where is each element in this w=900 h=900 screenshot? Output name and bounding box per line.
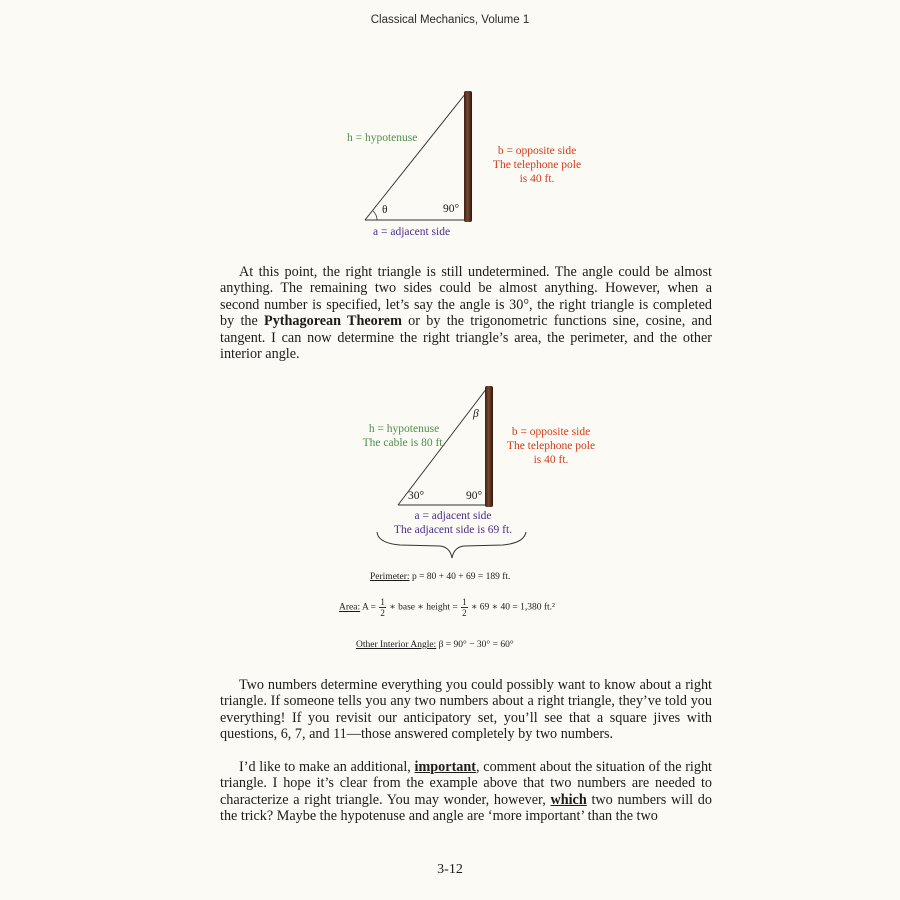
page-number: 3-12	[437, 862, 463, 877]
paragraph1-text-a: At this point, the right triangle is still undetermined. The angle could be almost anything. The remaining two sides could be almost anything. However, when a second number is specified, let’s say the angle is 30°, the right triangle is completed by the	[220, 264, 712, 330]
paragraph3-text-b: , comment about the situation of the right triangle. I hope it’s clear from the example above that two numbers are needed to characterize a right triangle. You may wonder, however,	[220, 759, 713, 808]
interior-angle-formula: β = 90° − 30° = 60°	[438, 640, 514, 650]
area-prefix: A =	[361, 602, 377, 613]
paragraph-two-numbers: Two numbers determine everything you could possibly want to know about a right triangle. If someone tells you any two numbers about a right triangle, they’ve told you everything! If you revisit our anticipatory set, you’ll see that a square jives with questions, 6, 7, and 11—those answered completely by two numbers.	[220, 677, 712, 743]
telephone-pole	[485, 386, 493, 507]
paragraph-important-comment	[220, 759, 712, 825]
which-term: which	[550, 791, 587, 808]
paragraph-undetermined	[220, 264, 712, 362]
perimeter-calculation	[370, 572, 510, 582]
pythagorean-theorem-term: Pythagorean Theorem	[264, 313, 402, 330]
area-calculation	[339, 597, 555, 618]
interior-angle-label: Other Interior Angle:	[356, 640, 437, 650]
opposite-label-line2: The telephone pole	[506, 440, 596, 452]
beta-label: β	[473, 408, 479, 420]
fraction-one-half-b	[461, 597, 468, 618]
fraction-one-half-a	[379, 597, 386, 618]
hypotenuse-label-line2: The cable is 80 ft.	[362, 437, 446, 449]
fraction-numerator: 1	[462, 597, 467, 607]
opposite-label-line1: b = opposite side	[511, 426, 591, 438]
figure-triangle-2	[340, 380, 600, 565]
fraction-denominator: 2	[380, 608, 385, 618]
area-label: Area:	[339, 602, 361, 613]
angle-30-label: 30°	[408, 490, 425, 502]
perimeter-label: Perimeter:	[370, 572, 410, 582]
hypotenuse-label: h = hypotenuse	[347, 132, 418, 144]
opposite-label-line1: b = opposite side	[497, 145, 577, 157]
adjacent-label-line2: The adjacent side is 69 ft.	[393, 524, 513, 536]
triangle-2-diagram	[340, 380, 600, 565]
opposite-label-line3: is 40 ft.	[519, 173, 555, 185]
theta-label: θ	[382, 204, 388, 216]
opposite-label-line3: is 40 ft.	[533, 454, 569, 466]
fraction-denominator: 2	[462, 608, 467, 618]
adjacent-label: a = adjacent side	[373, 226, 451, 238]
hypotenuse-label-line1: h = hypotenuse	[368, 423, 440, 435]
interior-angle-calculation	[356, 640, 514, 650]
area-middle: ∗ base ∗ height =	[389, 602, 458, 613]
theta-arc	[373, 211, 377, 220]
opposite-label-line2: The telephone pole	[492, 159, 582, 171]
important-term: important	[414, 759, 477, 775]
right-angle-label: 90°	[466, 490, 483, 502]
adjacent-label-line1: a = adjacent side	[414, 510, 492, 522]
area-result: ∗ 69 ∗ 40 = 1,380 ft.²	[470, 602, 555, 613]
telephone-pole	[464, 91, 472, 222]
paragraph1-text-b: or by the trigonometric functions sine, cosine, and tangent. I can now determine the right triangle’s area, the perimeter, and the other interior angle.	[220, 313, 712, 363]
perimeter-formula: p = 80 + 40 + 69 = 189 ft.	[411, 572, 511, 582]
fraction-numerator: 1	[380, 597, 385, 607]
running-header: Classical Mechanics, Volume 1	[370, 14, 530, 26]
right-angle-label: 90°	[443, 203, 460, 215]
paragraph3-text-a: I’d like to make an additional,	[239, 759, 415, 775]
figure-triangle-1	[340, 85, 600, 245]
paragraph3-text-c: two numbers will do the trick? Maybe the hypotenuse and angle are ‘more important’ than the two	[220, 791, 712, 825]
hypotenuse-line	[365, 93, 466, 220]
